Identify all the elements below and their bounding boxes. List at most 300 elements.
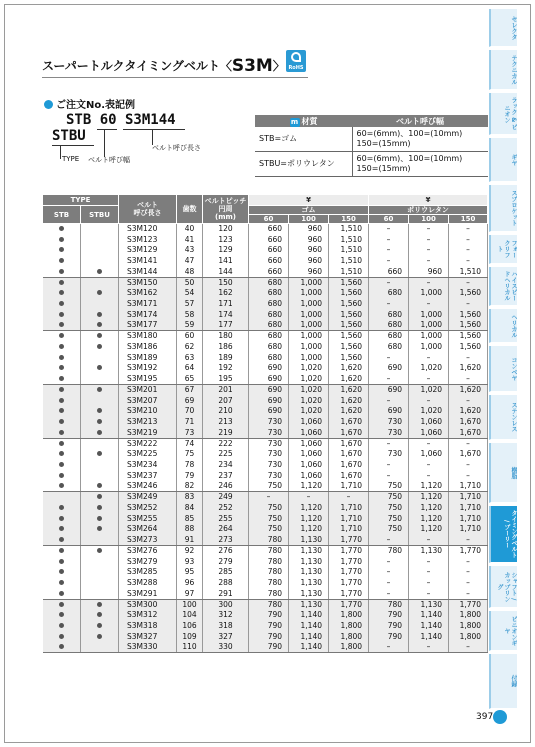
rubber-60-price: 680	[249, 352, 289, 363]
stbu-availability	[81, 288, 119, 299]
pitch-length: 213	[203, 417, 249, 428]
poly-150-price: –	[449, 299, 488, 310]
stb-availability	[43, 492, 81, 503]
label-belt-width: ベルト呼び幅	[88, 156, 130, 164]
header-rubber: ゴム	[249, 206, 369, 215]
rubber-100-price: 1,060	[289, 427, 329, 438]
poly-60-price: –	[369, 234, 409, 245]
rubber-150-price: 1,770	[329, 535, 369, 546]
poly-150-price: –	[449, 470, 488, 481]
teeth-count: 73	[177, 427, 203, 438]
poly-150-price: 1,560	[449, 309, 488, 320]
pitch-length: 234	[203, 460, 249, 471]
table-row	[43, 556, 488, 567]
teeth-count: 62	[177, 342, 203, 353]
poly-60-price: –	[369, 395, 409, 406]
availability-dot-icon	[59, 505, 64, 510]
poly-60-price: 730	[369, 417, 409, 428]
rubber-150-price: 1,800	[329, 642, 369, 653]
table-row	[43, 631, 488, 642]
table-row	[43, 288, 488, 299]
poly-150-price: 1,560	[449, 320, 488, 331]
pitch-length: 288	[203, 578, 249, 589]
rubber-100-price: 1,060	[289, 417, 329, 428]
header-stb: STB	[43, 206, 81, 224]
rubber-150-price: 1,670	[329, 438, 369, 449]
rubber-150-price: 1,800	[329, 631, 369, 642]
poly-60-price: 680	[369, 342, 409, 353]
rubber-150-price: 1,770	[329, 546, 369, 557]
stbu-availability	[81, 503, 119, 514]
availability-dot-icon	[97, 623, 102, 628]
stbu-availability	[81, 513, 119, 524]
poly-150-price: –	[449, 256, 488, 267]
belt-name: S3M120	[119, 224, 177, 235]
side-tab[interactable]: 付録	[489, 654, 517, 709]
belt-name: S3M252	[119, 503, 177, 514]
availability-dot-icon	[59, 333, 64, 338]
rubber-100-price: 1,130	[289, 535, 329, 546]
header-rubber-150: 150	[329, 215, 369, 224]
availability-dot-icon	[59, 226, 64, 231]
poly-60-price: –	[369, 245, 409, 256]
stbu-availability	[81, 610, 119, 621]
table-row	[43, 621, 488, 632]
belt-name: S3M141	[119, 256, 177, 267]
pitch-length: 300	[203, 599, 249, 610]
stbu-availability	[81, 224, 119, 235]
rubber-60-price: 660	[249, 256, 289, 267]
side-tab[interactable]: セレクタ	[489, 9, 517, 47]
stbu-availability	[81, 535, 119, 546]
availability-dot-icon	[59, 312, 64, 317]
rubber-60-price: 790	[249, 642, 289, 653]
header-pitch: ベルトピッチ円周 (mm)	[203, 195, 249, 224]
availability-dot-icon	[59, 526, 64, 531]
material-type: STB=ゴム	[255, 127, 352, 152]
rubber-60-price: 660	[249, 245, 289, 256]
stb-availability	[43, 352, 81, 363]
poly-100-price: –	[409, 438, 449, 449]
poly-150-price: –	[449, 642, 488, 653]
poly-60-price: 750	[369, 503, 409, 514]
availability-dot-icon	[97, 516, 102, 521]
table-row	[43, 588, 488, 599]
availability-dot-icon	[59, 280, 64, 285]
poly-100-price: 1,060	[409, 417, 449, 428]
side-tab[interactable]: ラック & ピニオン	[489, 93, 517, 135]
stbu-availability	[81, 234, 119, 245]
rubber-100-price: 960	[289, 256, 329, 267]
availability-dot-icon	[59, 548, 64, 553]
poly-60-price: –	[369, 352, 409, 363]
side-tab[interactable]: コンベヤ	[489, 346, 517, 392]
stb-availability	[43, 277, 81, 288]
pitch-length: 291	[203, 588, 249, 599]
poly-60-price: –	[369, 438, 409, 449]
availability-dot-icon	[97, 387, 102, 392]
poly-150-price: 1,620	[449, 385, 488, 396]
poly-150-price: –	[449, 535, 488, 546]
side-tab[interactable]: ハイスピードヘリカル	[489, 267, 517, 306]
availability-dot-icon	[97, 408, 102, 413]
stb-availability	[43, 256, 81, 267]
side-tab[interactable]: スプロケット	[489, 185, 517, 232]
rubber-60-price: 690	[249, 363, 289, 374]
poly-150-price: –	[449, 234, 488, 245]
availability-dot-icon	[59, 644, 64, 649]
rubber-100-price: 960	[289, 266, 329, 277]
header-rubber-100: 100	[289, 215, 329, 224]
pitch-length: 192	[203, 363, 249, 374]
table-row	[43, 535, 488, 546]
side-tab[interactable]: フォークリフト	[489, 235, 517, 264]
underline-length	[123, 129, 185, 130]
stbu-availability	[81, 363, 119, 374]
poly-150-price: 1,710	[449, 492, 488, 503]
stb-availability	[43, 631, 81, 642]
belt-name: S3M246	[119, 481, 177, 492]
poly-150-price: 1,560	[449, 331, 488, 342]
availability-dot-icon	[97, 365, 102, 370]
stb-availability	[43, 642, 81, 653]
availability-dot-icon	[59, 398, 64, 403]
belt-name: S3M213	[119, 417, 177, 428]
teeth-count: 47	[177, 256, 203, 267]
belt-name: S3M171	[119, 299, 177, 310]
teeth-count: 57	[177, 299, 203, 310]
side-tab[interactable]: テクニカル	[489, 50, 517, 90]
poly-100-price: –	[409, 352, 449, 363]
teeth-count: 82	[177, 481, 203, 492]
teeth-count: 71	[177, 417, 203, 428]
poly-100-price: –	[409, 374, 449, 385]
rubber-60-price: 680	[249, 288, 289, 299]
material-row	[255, 127, 488, 152]
belt-name: S3M174	[119, 309, 177, 320]
poly-100-price: –	[409, 567, 449, 578]
rubber-150-price: 1,670	[329, 470, 369, 481]
label-type: TYPE	[62, 155, 80, 163]
rubber-150-price: 1,620	[329, 406, 369, 417]
rubber-60-price: 730	[249, 460, 289, 471]
poly-100-price: –	[409, 234, 449, 245]
availability-dot-icon	[59, 237, 64, 242]
table-row	[43, 277, 488, 288]
side-tab[interactable]: タイミングベルト / プーリー	[489, 506, 517, 563]
underline-type	[52, 145, 94, 146]
material-type: STBU=ポリウレタン	[255, 152, 352, 177]
availability-dot-icon	[59, 559, 64, 564]
poly-150-price: 1,710	[449, 513, 488, 524]
pitch-length: 312	[203, 610, 249, 621]
side-tab[interactable]: ギヤ	[489, 138, 517, 182]
rubber-100-price: 1,000	[289, 299, 329, 310]
teeth-count: 69	[177, 395, 203, 406]
table-row	[43, 470, 488, 481]
table-row	[43, 610, 488, 621]
availability-dot-icon	[59, 419, 64, 424]
rubber-150-price: 1,560	[329, 331, 369, 342]
availability-dot-icon	[97, 602, 102, 607]
table-row	[43, 320, 488, 331]
table-row	[43, 363, 488, 374]
header-belt-name: ベルト 呼び長さ	[119, 195, 177, 224]
teeth-count: 106	[177, 621, 203, 632]
table-row	[43, 224, 488, 235]
teeth-count: 83	[177, 492, 203, 503]
rubber-150-price: 1,710	[329, 481, 369, 492]
pitch-length: 207	[203, 395, 249, 406]
rubber-100-price: 1,120	[289, 524, 329, 535]
pitch-length: 330	[203, 642, 249, 653]
table-row	[43, 513, 488, 524]
poly-100-price: –	[409, 299, 449, 310]
rubber-60-price: 790	[249, 610, 289, 621]
poly-100-price: 1,140	[409, 631, 449, 642]
poly-60-price: –	[369, 374, 409, 385]
poly-100-price: –	[409, 470, 449, 481]
table-row	[43, 342, 488, 353]
poly-100-price: 1,000	[409, 342, 449, 353]
stbu-availability	[81, 331, 119, 342]
poly-60-price: 790	[369, 621, 409, 632]
table-row	[43, 406, 488, 417]
pitch-length: 180	[203, 331, 249, 342]
teeth-count: 110	[177, 642, 203, 653]
poly-100-price: 1,120	[409, 513, 449, 524]
belt-name: S3M264	[119, 524, 177, 535]
poly-60-price: 680	[369, 320, 409, 331]
teeth-count: 67	[177, 385, 203, 396]
rubber-150-price: 1,510	[329, 245, 369, 256]
order-heading-text: ご注文No.表記例	[56, 100, 136, 111]
rubber-60-price: 750	[249, 481, 289, 492]
rubber-100-price: 1,000	[289, 342, 329, 353]
belt-name: S3M291	[119, 588, 177, 599]
rubber-100-price: 1,000	[289, 320, 329, 331]
teeth-count: 96	[177, 578, 203, 589]
rubber-150-price: 1,770	[329, 599, 369, 610]
poly-60-price: –	[369, 460, 409, 471]
side-tab[interactable]: シャフト / カップリング	[489, 566, 517, 608]
rohs-label: RoHS	[288, 65, 304, 71]
poly-100-price: 1,120	[409, 503, 449, 514]
poly-100-price: 1,130	[409, 546, 449, 557]
stb-availability	[43, 578, 81, 589]
stbu-availability	[81, 245, 119, 256]
poly-60-price: 690	[369, 363, 409, 374]
poly-100-price: 1,020	[409, 385, 449, 396]
header-stbu: STBU	[81, 206, 119, 224]
rubber-100-price: 1,000	[289, 331, 329, 342]
side-tab[interactable]: ステンレス	[489, 395, 517, 440]
rubber-150-price: 1,560	[329, 299, 369, 310]
stb-availability	[43, 513, 81, 524]
availability-dot-icon	[59, 290, 64, 295]
rubber-100-price: 1,130	[289, 588, 329, 599]
poly-100-price: 1,130	[409, 599, 449, 610]
rubber-60-price: 660	[249, 234, 289, 245]
rubber-60-price: 690	[249, 406, 289, 417]
rubber-150-price: 1,620	[329, 363, 369, 374]
rubber-60-price: 750	[249, 513, 289, 524]
poly-60-price: 790	[369, 610, 409, 621]
poly-60-price: 750	[369, 513, 409, 524]
stbu-availability	[81, 395, 119, 406]
poly-150-price: –	[449, 277, 488, 288]
pitch-length: 222	[203, 438, 249, 449]
availability-dot-icon	[97, 612, 102, 617]
rubber-60-price: 780	[249, 546, 289, 557]
rubber-150-price: 1,560	[329, 352, 369, 363]
poly-100-price: –	[409, 578, 449, 589]
stbu-availability	[81, 546, 119, 557]
rubber-150-price: 1,710	[329, 524, 369, 535]
rubber-150-price: 1,710	[329, 503, 369, 514]
poly-150-price: –	[449, 460, 488, 471]
poly-150-price: 1,560	[449, 288, 488, 299]
side-tab[interactable]: 樹脂	[489, 443, 517, 503]
rubber-60-price: 730	[249, 417, 289, 428]
teeth-count: 70	[177, 406, 203, 417]
stb-availability	[43, 342, 81, 353]
rubber-150-price: 1,670	[329, 417, 369, 428]
poly-60-price: –	[369, 256, 409, 267]
material-table	[255, 115, 488, 177]
rubber-150-price: 1,510	[329, 234, 369, 245]
belt-name: S3M318	[119, 621, 177, 632]
pitch-length: 273	[203, 535, 249, 546]
stb-availability	[43, 224, 81, 235]
teeth-count: 63	[177, 352, 203, 363]
rubber-100-price: 1,060	[289, 470, 329, 481]
availability-dot-icon	[97, 419, 102, 424]
poly-60-price: 660	[369, 266, 409, 277]
stbu-availability	[81, 256, 119, 267]
rubber-150-price: 1,560	[329, 320, 369, 331]
belt-name: S3M195	[119, 374, 177, 385]
rubber-100-price: 1,020	[289, 406, 329, 417]
belt-name: S3M285	[119, 567, 177, 578]
stb-availability	[43, 481, 81, 492]
table-row	[43, 578, 488, 589]
rubber-150-price: 1,670	[329, 449, 369, 460]
teeth-count: 43	[177, 245, 203, 256]
poly-100-price: 1,120	[409, 492, 449, 503]
availability-dot-icon	[59, 430, 64, 435]
leader-type	[60, 145, 61, 159]
poly-100-price: –	[409, 224, 449, 235]
pitch-length: 276	[203, 546, 249, 557]
rubber-150-price: 1,560	[329, 277, 369, 288]
material-badge: m	[290, 117, 299, 126]
material-widths: 60=(6mm)、100=(10mm) 150=(15mm)	[352, 127, 488, 152]
header-poly-100: 100	[409, 215, 449, 224]
rubber-150-price: –	[329, 492, 369, 503]
stbu-availability	[81, 492, 119, 503]
rubber-60-price: 680	[249, 331, 289, 342]
belt-name: S3M210	[119, 406, 177, 417]
side-tab[interactable]: ピニオンギヤ	[489, 611, 517, 651]
rubber-60-price: 790	[249, 621, 289, 632]
pitch-length: 174	[203, 309, 249, 320]
poly-150-price: 1,620	[449, 406, 488, 417]
teeth-count: 48	[177, 266, 203, 277]
rubber-100-price: 960	[289, 234, 329, 245]
poly-60-price: –	[369, 642, 409, 653]
poly-150-price: –	[449, 556, 488, 567]
rubber-100-price: 1,020	[289, 374, 329, 385]
rubber-100-price: 1,060	[289, 460, 329, 471]
poly-100-price: 1,060	[409, 449, 449, 460]
poly-150-price: 1,560	[449, 342, 488, 353]
pitch-length: 249	[203, 492, 249, 503]
stb-availability	[43, 535, 81, 546]
poly-100-price: 1,120	[409, 524, 449, 535]
availability-dot-icon	[59, 451, 64, 456]
table-row	[43, 331, 488, 342]
poly-60-price: 730	[369, 449, 409, 460]
rohs-icon	[291, 52, 301, 62]
availability-dot-icon	[59, 634, 64, 639]
order-code-line1: STB 60 S3M144	[66, 112, 176, 128]
rubber-150-price: 1,770	[329, 588, 369, 599]
table-row	[43, 374, 488, 385]
poly-100-price: 960	[409, 266, 449, 277]
table-row	[43, 599, 488, 610]
stb-availability	[43, 417, 81, 428]
availability-dot-icon	[59, 269, 64, 274]
table-row	[43, 352, 488, 363]
teeth-count: 40	[177, 224, 203, 235]
table-row	[43, 299, 488, 310]
stbu-availability	[81, 470, 119, 481]
rubber-100-price: 1,130	[289, 546, 329, 557]
belt-name: S3M162	[119, 288, 177, 299]
rubber-150-price: 1,620	[329, 374, 369, 385]
poly-150-price: 1,800	[449, 631, 488, 642]
availability-dot-icon	[97, 483, 102, 488]
availability-dot-icon	[59, 258, 64, 263]
belt-name: S3M150	[119, 277, 177, 288]
rubber-60-price: –	[249, 492, 289, 503]
rubber-60-price: 690	[249, 385, 289, 396]
title-model: S3M	[231, 56, 273, 76]
poly-60-price: –	[369, 588, 409, 599]
poly-100-price: –	[409, 395, 449, 406]
availability-dot-icon	[59, 376, 64, 381]
rubber-150-price: 1,560	[329, 309, 369, 320]
teeth-count: 64	[177, 363, 203, 374]
poly-150-price: –	[449, 224, 488, 235]
stb-availability	[43, 449, 81, 460]
pitch-length: 150	[203, 277, 249, 288]
poly-150-price: –	[449, 567, 488, 578]
availability-dot-icon	[59, 365, 64, 370]
material-row	[255, 152, 488, 177]
table-row	[43, 460, 488, 471]
poly-100-price: 1,020	[409, 363, 449, 374]
availability-dot-icon	[97, 344, 102, 349]
availability-dot-icon	[97, 526, 102, 531]
side-tab[interactable]: ヘリカル	[489, 309, 517, 343]
availability-dot-icon	[97, 322, 102, 327]
poly-60-price: 680	[369, 288, 409, 299]
pitch-length: 201	[203, 385, 249, 396]
page-title	[42, 56, 285, 76]
poly-150-price: –	[449, 245, 488, 256]
